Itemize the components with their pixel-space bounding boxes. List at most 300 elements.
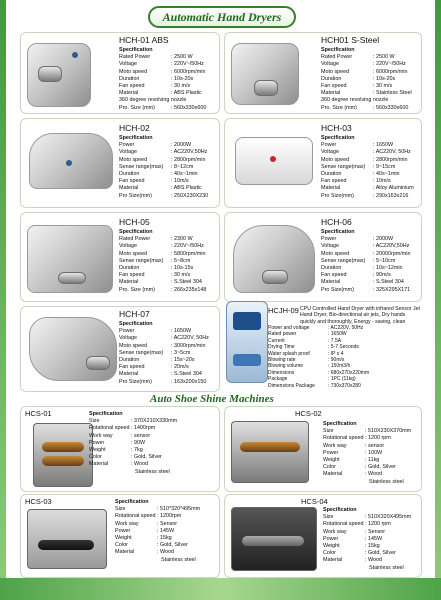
spec-label: Weight	[323, 457, 340, 464]
spec-row	[119, 97, 206, 104]
spec-label: Sense range(max)	[321, 163, 366, 170]
spec-row	[119, 279, 206, 286]
spec-value: : Gold, Silver	[131, 454, 162, 461]
spec-row	[119, 149, 208, 156]
spec-row	[119, 272, 206, 279]
spec-row	[323, 529, 411, 536]
spec-label: Size	[115, 506, 126, 513]
spec-value: : 2500 W	[171, 54, 193, 61]
sensor-icon	[66, 160, 72, 166]
spec-row	[321, 185, 414, 192]
spec-heading: Specification	[119, 321, 153, 327]
spec-value: : sensor	[131, 432, 151, 439]
spec-value: : ABS Plastic	[171, 185, 202, 192]
spec-label: Work way	[89, 432, 113, 439]
spec-label: Work way	[323, 528, 347, 535]
spec-row	[321, 61, 412, 68]
spec-row	[321, 171, 414, 178]
spec-row	[323, 471, 411, 478]
spec-row	[119, 335, 209, 342]
product-card-hch-06	[224, 212, 422, 302]
spec-value: Stainless steel	[135, 468, 170, 475]
nozzle-icon	[254, 80, 278, 96]
spec-value: : 2800rpm/min	[373, 156, 408, 163]
spec-value: : 7.5A	[328, 337, 342, 344]
product-model: HCH-05	[119, 217, 150, 227]
spec-row	[119, 90, 206, 97]
hand-dryer-image	[27, 43, 91, 107]
spec-row	[115, 506, 200, 513]
spec-row	[119, 379, 209, 386]
spec-row	[323, 464, 411, 471]
spec-label: Pro Size(mm)	[321, 192, 354, 199]
spec-row	[321, 236, 410, 243]
air-outlet-icon	[86, 356, 110, 370]
spec-value: : 2800rpm/min	[171, 156, 206, 163]
spec-value: : S.Steel 304	[171, 279, 202, 286]
brush-icon	[42, 456, 84, 466]
spec-label: Moto speed	[321, 68, 350, 75]
spec-row	[119, 258, 206, 265]
spec-row	[119, 69, 206, 76]
spec-row	[323, 521, 411, 528]
jet-hand-dryer-image	[226, 301, 268, 383]
spec-row	[119, 164, 208, 171]
spec-value: : 250X230X230	[171, 192, 209, 199]
hand-dryer-image	[235, 137, 313, 185]
spec-label: Voltage	[321, 149, 339, 156]
sensor-icon	[270, 156, 276, 162]
spec-row	[323, 443, 411, 450]
spec-row	[89, 433, 177, 440]
spec-value: : 370X210X330mm	[131, 418, 178, 425]
hand-dryer-image	[29, 317, 117, 381]
spec-label: Duration	[119, 265, 140, 272]
spec-row	[321, 279, 410, 286]
spec-list	[323, 507, 411, 572]
spec-row	[321, 76, 412, 83]
spec-value: : 510X230X370mm	[365, 428, 412, 435]
spec-label: Size	[323, 428, 334, 435]
spec-label: Material	[119, 279, 139, 286]
product-model: HCS-04	[301, 497, 328, 506]
spec-label: Material	[321, 90, 341, 97]
spec-label: Power	[321, 142, 337, 149]
spec-label: Duration	[119, 171, 140, 178]
spec-value: : 220V~/50Hz	[171, 61, 204, 68]
spec-value: : 150m3/h	[328, 363, 351, 370]
spec-row	[321, 243, 410, 250]
spec-label: Material	[119, 371, 139, 378]
spec-label: Blowing rate	[268, 357, 296, 364]
spec-list-hcjh-09	[268, 325, 369, 389]
product-card-hch-05	[20, 212, 220, 302]
spec-value: : 730x370x280	[328, 382, 361, 389]
spec-value: : 220V~/50Hz	[171, 243, 204, 250]
spec-label: Current	[268, 337, 285, 344]
spec-label: Package	[268, 376, 288, 383]
spec-row	[323, 536, 411, 543]
spec-value: : 20000rpm/min	[373, 250, 411, 257]
spec-label: 360 degree revolving nozzle	[321, 97, 389, 104]
spec-value: : 3000rpm/min	[171, 342, 206, 349]
spec-label: Voltage	[321, 243, 339, 250]
product-model: HCH01 S-Steel	[321, 35, 380, 45]
spec-label: Power	[115, 527, 131, 534]
spec-value: : S.Steel 304	[373, 279, 404, 286]
spec-label: Material	[115, 549, 135, 556]
spec-row	[115, 521, 200, 528]
spec-label: Work way	[323, 442, 347, 449]
spec-list	[321, 47, 412, 112]
spec-row	[321, 149, 414, 156]
spec-label: Pro. Size (mm)	[321, 104, 357, 111]
spec-label: Rotational speed	[323, 521, 364, 528]
spec-label: Moto speed	[119, 68, 148, 75]
spec-label: Duration	[119, 357, 140, 364]
spec-label: Pro Size(mm)	[321, 286, 354, 293]
spec-value: : S.Steel 304	[171, 371, 202, 378]
spec-value: : Sensor	[157, 520, 178, 527]
shoe-shine-machine-image	[27, 509, 107, 569]
spec-value: : 1400rpm	[131, 425, 156, 432]
spec-value: : 10m/s	[373, 178, 391, 185]
spec-label: Rated Power	[119, 54, 151, 61]
spec-row	[119, 328, 209, 335]
spec-label: Material	[323, 557, 343, 564]
spec-value: : 1200 rpm	[365, 435, 391, 442]
hand-dryer-image	[233, 225, 315, 293]
spec-row	[119, 343, 209, 350]
spec-label	[323, 479, 365, 486]
product-model: HCH-02	[119, 123, 150, 133]
spec-row	[115, 513, 200, 520]
spec-label: Moto speed	[321, 250, 350, 257]
spec-label: Rated Power	[321, 54, 353, 61]
nozzle-icon	[38, 66, 62, 82]
product-model-hcjh-09: HCJH-09	[268, 306, 299, 315]
spec-label: Material	[323, 471, 343, 478]
spec-row	[323, 550, 411, 557]
spec-heading: Specification	[323, 421, 357, 427]
spec-row	[89, 469, 177, 476]
spec-label: Rotational speed	[89, 425, 130, 432]
spec-row	[119, 76, 206, 83]
spec-label: Power	[321, 236, 337, 243]
product-description: CPU Controlled Hand Dryer with infrared Sensor Jet Hand Dryer, Bio-directional air jets, Dry hands quickly and thoroughly, Energy - saving, clean	[300, 306, 420, 325]
spec-row	[321, 258, 410, 265]
spec-row	[119, 157, 208, 164]
spec-value: : 1200 rpm	[365, 521, 391, 528]
spec-list	[119, 229, 206, 294]
spec-row	[115, 528, 200, 535]
spec-label: Rated power	[268, 331, 297, 338]
spec-value: : 5800rpm/min	[171, 250, 206, 257]
spec-value: : 20m/s	[171, 364, 189, 371]
spec-list	[119, 47, 206, 112]
spec-value: Stainless steel	[161, 556, 196, 563]
spec-row	[119, 178, 208, 185]
spec-label: Power and voltage	[268, 325, 310, 331]
spec-row	[321, 178, 414, 185]
spec-row	[321, 105, 412, 112]
spec-row	[89, 425, 177, 432]
spec-value: : 9~15cm	[373, 163, 396, 170]
spec-label: Voltage	[321, 61, 339, 68]
spec-list	[321, 229, 410, 294]
spec-value: : AC220V, 50Hz	[171, 335, 209, 342]
spec-value: : Wood	[365, 471, 382, 478]
spec-value: : 30 m/s	[171, 83, 191, 90]
spec-value: : AC220V, 50Hz	[373, 149, 411, 156]
spec-label: Fan speed	[119, 178, 145, 185]
spec-value: : 290x163x216	[373, 192, 409, 199]
spec-value: : 7kg	[131, 447, 143, 454]
spec-value: : 510*320*495mm	[157, 506, 201, 513]
spec-label: Moto speed	[321, 156, 350, 163]
hand-dryer-image	[231, 43, 299, 105]
spec-value: : 3~5cm	[171, 349, 191, 356]
brush-icon	[242, 536, 304, 546]
spec-row	[323, 543, 411, 550]
spec-label: Fan speed	[321, 272, 347, 279]
spec-value: : 5-7 Seconds	[328, 344, 359, 351]
hand-dryer-image	[29, 133, 113, 189]
spec-value: : 30 m/s	[171, 272, 191, 279]
spec-row	[115, 535, 200, 542]
spec-heading: Specification	[321, 229, 355, 235]
spec-row	[321, 287, 410, 294]
spec-label: Voltage	[119, 61, 137, 68]
spec-row	[89, 440, 177, 447]
spec-value: : 1650W	[328, 331, 347, 338]
spec-value: : Alloy Aluminium	[373, 185, 414, 192]
spec-value: : 145W	[365, 535, 383, 542]
spec-label: Rotational speed	[323, 435, 364, 442]
spec-label: Water splash proof	[268, 350, 310, 357]
spec-row	[119, 185, 208, 192]
spec-heading: Specification	[321, 135, 355, 141]
spec-label: Weight	[89, 447, 106, 454]
spec-value: : 10s~12min	[373, 265, 403, 272]
spec-value: : AC220V,50Hz	[171, 149, 208, 156]
spec-row	[119, 105, 206, 112]
spec-label: Voltage	[119, 243, 137, 250]
spec-row	[321, 164, 414, 171]
spec-label: Sense range(max)	[321, 257, 366, 264]
spec-label: 360 degree revolving nozzle	[119, 97, 187, 104]
spec-label: Material	[89, 461, 109, 468]
spec-value: : 40s~1min	[171, 171, 198, 178]
product-card-hcs-02	[224, 406, 422, 492]
spec-row	[321, 69, 412, 76]
spec-label: Fan speed	[321, 178, 347, 185]
spec-row	[323, 565, 411, 572]
spec-row	[119, 236, 206, 243]
brush-icon	[38, 540, 94, 550]
right-decorative-stripe	[435, 0, 441, 600]
spec-value: : 1200rpm	[157, 513, 182, 520]
left-decorative-stripe	[0, 0, 6, 600]
spec-row	[321, 193, 414, 200]
spec-label: Drying Time	[268, 344, 295, 351]
spec-value: : 2000W	[171, 142, 192, 149]
spec-row	[321, 142, 414, 149]
spec-row	[89, 461, 177, 468]
hand-dryer-image	[27, 225, 113, 293]
spec-row	[119, 171, 208, 178]
spec-value: : 8~12cm	[171, 163, 194, 170]
spec-row	[321, 157, 414, 164]
spec-value: : 11kg	[365, 457, 380, 464]
bottom-decorative-band	[0, 578, 441, 600]
spec-label: Sense range(max)	[119, 257, 164, 264]
spec-label: Material	[321, 279, 341, 286]
spec-value: : Wood	[157, 549, 174, 556]
spec-label: Dimensions	[268, 369, 295, 376]
spec-label: Work way	[115, 520, 139, 527]
spec-value: : AC220V, 50Hz	[328, 325, 364, 331]
spec-row	[119, 251, 206, 258]
product-card-hch-03	[224, 118, 422, 208]
spec-value: : 560x330x600	[373, 104, 409, 111]
spec-list	[119, 321, 209, 386]
air-outlet-icon	[262, 270, 288, 284]
brush-icon	[240, 442, 300, 452]
spec-value: : 2000W	[373, 236, 394, 243]
spec-label: Weight	[323, 543, 340, 550]
spec-row	[119, 265, 206, 272]
spec-label: Fan speed	[119, 364, 145, 371]
spec-label: Duration	[321, 75, 342, 82]
spec-heading: Specification	[89, 411, 123, 417]
spec-label: Voltage	[119, 335, 137, 342]
spec-label: Power	[119, 328, 135, 335]
spec-label: Material	[321, 185, 341, 192]
spec-value: : 1PC (11kg)	[328, 376, 356, 383]
spec-label: Moto speed	[119, 250, 148, 257]
spec-value: : 6000rpm/min	[171, 68, 206, 75]
spec-label: Pro Size(mm)	[119, 378, 152, 385]
spec-value: : 266x235x148	[171, 286, 207, 293]
product-card-hcs-03	[20, 494, 220, 578]
spec-row	[119, 193, 208, 200]
spec-row	[321, 90, 412, 97]
jet-top-panel-icon	[233, 312, 261, 330]
spec-value: : 10m/s	[171, 178, 189, 185]
spec-value: : 90m/s	[328, 357, 345, 364]
spec-value: : 6000rpm/min	[373, 68, 408, 75]
spec-row	[268, 383, 369, 389]
spec-value: : 560x330x600	[171, 104, 207, 111]
spec-label: Rated Power	[119, 236, 151, 243]
spec-label: Moto speed	[119, 156, 148, 163]
spec-label: Power	[323, 535, 339, 542]
spec-heading: Specification	[119, 135, 153, 141]
spec-label: Color	[323, 464, 336, 471]
spec-heading: Specification	[119, 47, 153, 53]
spec-value: : 325X295X171	[373, 286, 411, 293]
spec-row	[321, 83, 412, 90]
spec-row	[119, 350, 209, 357]
spec-heading: Specification	[119, 229, 153, 235]
spec-value: : 5~10cm	[373, 257, 396, 264]
spec-value: : 10s-20s	[373, 75, 396, 82]
spec-row	[323, 435, 411, 442]
spec-label: Moto speed	[119, 342, 148, 349]
spec-label: Color	[89, 454, 102, 461]
product-model: HCS-02	[295, 409, 322, 418]
spec-value: : ABS Plastic	[171, 90, 202, 97]
hand-dryers-section-title: Automatic Hand Dryers	[148, 6, 296, 28]
spec-label: Sense range(max)	[119, 163, 164, 170]
spec-row	[321, 97, 412, 104]
spec-label: Duration	[321, 171, 342, 178]
spec-row	[119, 243, 206, 250]
spec-value: : 1650W	[373, 142, 394, 149]
spec-row	[323, 514, 411, 521]
spec-label: Duration	[119, 75, 140, 82]
product-model: HCH-06	[321, 217, 352, 227]
spec-value: : AC220V,50Hz	[373, 243, 410, 250]
spec-label	[89, 469, 131, 476]
spec-label: Color	[115, 542, 128, 549]
product-model: HCS-01	[25, 409, 52, 418]
spec-value: : 15s~20s	[171, 357, 195, 364]
spec-list	[321, 135, 414, 200]
product-card-hch-07	[20, 306, 220, 392]
spec-label: Pro Size(mm)	[119, 192, 152, 199]
spec-list	[89, 411, 177, 476]
spec-label: Color	[323, 550, 336, 557]
brush-icon	[42, 442, 84, 452]
spec-label: Fan speed	[119, 83, 145, 90]
product-model: HCH-07	[119, 309, 150, 319]
spec-label: Pro. Size (mm)	[119, 286, 155, 293]
spec-label: Power	[89, 439, 105, 446]
jet-slot-icon	[233, 354, 261, 366]
spec-label: Material	[119, 185, 139, 192]
spec-row	[323, 557, 411, 564]
spec-label: Dimensions Package	[268, 382, 315, 389]
spec-label: Weight	[115, 535, 132, 542]
spec-value: : Gold, Silver	[157, 542, 188, 549]
spec-row	[115, 549, 200, 556]
spec-value: : 10s-20s	[171, 75, 194, 82]
spec-value: : 510X320X495mm	[365, 514, 412, 521]
spec-row	[119, 371, 209, 378]
spec-value: : 40s~1min	[373, 171, 400, 178]
spec-value: Stainless steel	[369, 478, 404, 485]
spec-value: : 100W	[365, 449, 383, 456]
product-model: HCS-03	[25, 497, 52, 506]
spec-value: : 30 m/s	[373, 83, 393, 90]
spec-label: Duration	[321, 265, 342, 272]
spec-value: : IP x 4	[328, 350, 344, 357]
product-card-hcs-01	[20, 406, 220, 492]
spec-value: : 90W	[131, 439, 146, 446]
product-model: HCH-03	[321, 123, 352, 133]
spec-row	[89, 454, 177, 461]
product-card-hcs-04	[224, 494, 422, 578]
spec-row	[323, 479, 411, 486]
spec-value: : 15kg	[365, 543, 380, 550]
spec-label	[323, 565, 365, 572]
spec-value: : 2300 W	[171, 236, 193, 243]
spec-list	[119, 135, 208, 200]
air-outlet-icon	[58, 272, 86, 284]
shoe-shine-machine-image	[33, 423, 93, 487]
